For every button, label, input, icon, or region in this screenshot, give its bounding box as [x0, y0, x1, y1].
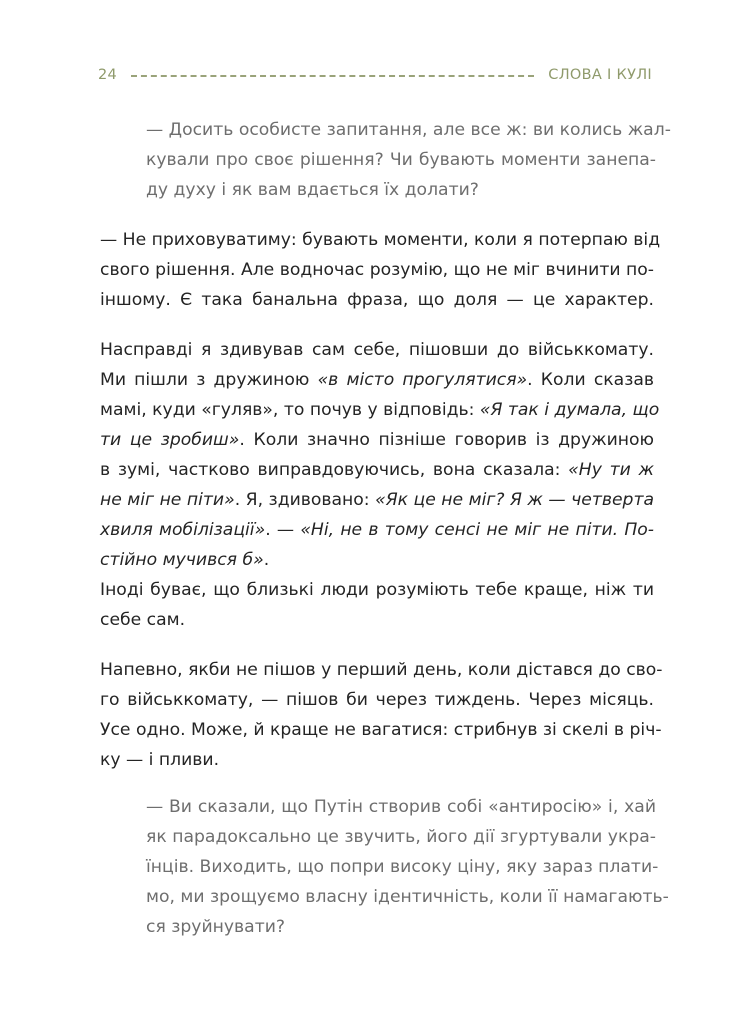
italic-quote: «Ні, не в тому сенсі не міг не піти. По- [300, 520, 655, 540]
running-header [98, 64, 652, 86]
paragraph-line: ти це зробиш». Коли значно пізніше говорив із дружиною [100, 430, 654, 450]
paragraph-line: іншому. Є така банальна фраза, що доля — це характер. [100, 290, 654, 310]
paragraph-line: Насправді я здивував сам себе, пішовши до військкомату. [100, 340, 654, 360]
italic-quote: не міг не піти» [100, 490, 235, 510]
paragraph-line: Усе одно. Може, й краще не вагатися: стрибнув зі скелі в річ- [100, 720, 662, 740]
paragraph-line: не міг не піти». Я, здивовано: «Як це не міг? Я ж — четверта [100, 490, 654, 510]
paragraph-line: — Не приховуватиму: бувають моменти, коли я потерпаю від [100, 230, 661, 250]
paragraph-line: себе сам. [100, 610, 186, 630]
question-line: ся зруйнувати? [146, 917, 286, 937]
paragraph-line: свого рішення. Але водночас розумію, що не міг вчинити по- [100, 260, 654, 280]
paragraph-line: Ми пішли з дружиною «в місто прогулятися». Коли сказав [100, 370, 655, 390]
question-line: — Досить особисте запитання, але все ж: ви колись жал- [146, 120, 671, 140]
question-line: мо, ми зрощуємо власну ідентичність, коли її намагають- [146, 887, 669, 907]
page-number: 24 [98, 67, 118, 83]
italic-quote: стійно мучився б» [100, 550, 264, 570]
question-line: як парадоксально це звучить, його дії згуртували укра- [146, 827, 656, 847]
paragraph-line: Іноді буває, що близькі люди розуміють тебе краще, ніж ти [100, 580, 654, 600]
paragraph-line: стійно мучився б». [100, 550, 270, 570]
question-line: їнців. Виходить, що попри високу ціну, яку зараз плати- [146, 857, 659, 877]
interview-question-2 [146, 792, 669, 942]
italic-quote: «Як це не міг? Я ж — четверта [375, 490, 654, 510]
interview-question-1 [146, 115, 671, 205]
paragraph-line: хвиля мобілізації». — «Ні, не в тому сенсі не міг не піти. По- [100, 520, 655, 540]
paragraph-line: ку — і пливи. [100, 750, 220, 770]
paragraph-3 [100, 575, 654, 635]
question-line: кували про своє рішення? Чи бувають моменти занепа- [146, 150, 656, 170]
answer-paragraph-2 [100, 335, 660, 575]
question-line: — Ви сказали, що Путін створив собі «антиросію» і, хай [146, 797, 656, 817]
question-line: ду духу і як вам вдається їх долати? [146, 180, 479, 200]
paragraph-line: Напевно, якби не пішов у перший день, коли дістався до сво- [100, 660, 663, 680]
paragraph-4 [100, 655, 663, 775]
header-dashed-rule [131, 75, 534, 77]
paragraph-line: го військкомату, — пішов би через тиждень. Через місяць. [100, 690, 654, 710]
italic-quote: «Я так і думала, що [479, 400, 660, 420]
italic-quote: хвиля мобілізації» [100, 520, 266, 540]
running-title: СЛОВА І КУЛІ [548, 67, 652, 83]
italic-quote: «в місто прогулятися» [317, 370, 528, 390]
italic-quote: ти це зробиш» [100, 430, 240, 450]
paragraph-line: мамі, куди «гуляв», то почув у відповідь: «Я так і думала, що [100, 400, 660, 420]
italic-quote: «Ну ти ж [568, 460, 654, 480]
answer-paragraph-1 [100, 225, 661, 315]
paragraph-line: в зумі, частково виправдовуючись, вона сказала: «Ну ти ж [100, 460, 654, 480]
